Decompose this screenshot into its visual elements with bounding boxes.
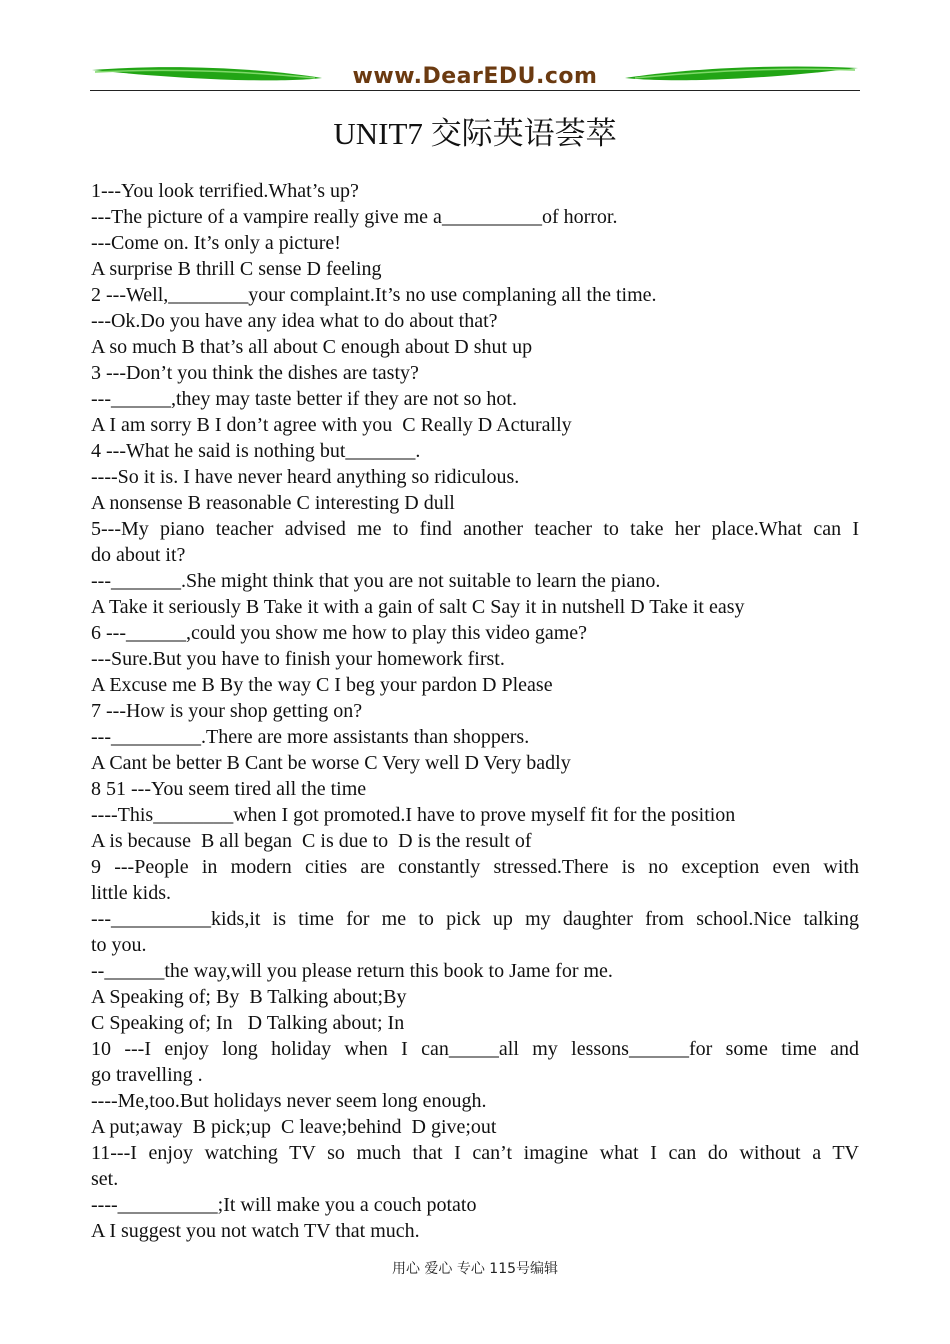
answer-options: A put;away B pick;up C leave;behind D give;out	[91, 1116, 497, 1138]
text-line: 1---You look terrified.What’s up?	[91, 180, 359, 202]
text-line: --______the way,will you please return this book to Jame for me.	[91, 960, 613, 982]
site-logo-text[interactable]: www.DearEDU.com	[352, 64, 598, 89]
text-line: little kids.	[91, 882, 171, 904]
answer-options: A I suggest you not watch TV that much.	[91, 1220, 420, 1242]
text-line: 10 ---I enjoy long holiday when I can_____all my lessons______for some time and	[91, 1038, 859, 1060]
text-line: 11---I enjoy watching TV so much that I can’t imagine what I can do without a TV	[91, 1142, 859, 1164]
answer-options: A so much B that’s all about C enough about D shut up	[91, 336, 533, 358]
text-line: 3 ---Don’t you think the dishes are tasty?	[91, 362, 419, 384]
text-line: ---Come on. It’s only a picture!	[91, 232, 341, 254]
text-line: 9 ---People in modern cities are constantly stressed.There is no exception even with	[91, 856, 859, 878]
text-line: ---_______.She might think that you are not suitable to learn the piano.	[91, 570, 661, 592]
answer-options: A surprise B thrill C sense D feeling	[91, 258, 382, 280]
text-line: go travelling .	[91, 1064, 203, 1086]
text-line: ----Me,too.But holidays never seem long enough.	[91, 1090, 487, 1112]
page-footer: 用心 爱心 专心 115号编辑	[391, 1261, 559, 1277]
text-line: ---The picture of a vampire really give me a__________of horror.	[91, 206, 618, 228]
text-line: ---_________.There are more assistants than shoppers.	[91, 726, 530, 748]
answer-options: A Cant be better B Cant be worse C Very well D Very badly	[91, 752, 571, 774]
answer-options: C Speaking of; In D Talking about; In	[91, 1012, 405, 1034]
answer-options: A nonsense B reasonable C interesting D dull	[91, 492, 455, 514]
text-line: 5---My piano teacher advised me to find another teacher to take her place.What can I	[91, 518, 859, 540]
document-body	[91, 178, 859, 1244]
header-divider	[90, 90, 860, 91]
text-line: 7 ---How is your shop getting on?	[91, 700, 363, 722]
text-line: ---Sure.But you have to finish your homework first.	[91, 648, 505, 670]
text-line: ----__________;It will make you a couch potato	[91, 1194, 477, 1216]
text-line: 8 51 ---You seem tired all the time	[91, 778, 367, 800]
text-line: ----This________when I got promoted.I have to prove myself fit for the position	[91, 804, 736, 826]
text-line: ---______,they may taste better if they are not so hot.	[91, 388, 517, 410]
answer-options: A Speaking of; By B Talking about;By	[91, 986, 407, 1008]
text-line: to you.	[91, 934, 147, 956]
page-title: UNIT7 交际英语荟萃	[333, 116, 617, 151]
text-line: ---__________kids,it is time for me to pick up my daughter from school.Nice talking	[91, 908, 859, 930]
text-line: 6 ---______,could you show me how to play this video game?	[91, 622, 588, 644]
answer-options: A Excuse me B By the way C I beg your pardon D Please	[91, 674, 553, 696]
page-header	[90, 60, 860, 94]
text-line: set.	[91, 1168, 119, 1190]
text-line: ---Ok.Do you have any idea what to do about that?	[91, 310, 498, 332]
answer-options: A Take it seriously B Take it with a gain of salt C Say it in nutshell D Take it easy	[91, 596, 745, 618]
text-line: ----So it is. I have never heard anything so ridiculous.	[91, 466, 520, 488]
text-line: do about it?	[91, 544, 186, 566]
text-line: 4 ---What he said is nothing but_______.	[91, 440, 421, 462]
answer-options: A I am sorry B I don’t agree with you C Really D Acturally	[91, 414, 572, 436]
text-line: 2 ---Well,________your complaint.It’s no use complaning all the time.	[91, 284, 657, 306]
answer-options: A is because B all began C is due to D is the result of	[91, 830, 532, 852]
